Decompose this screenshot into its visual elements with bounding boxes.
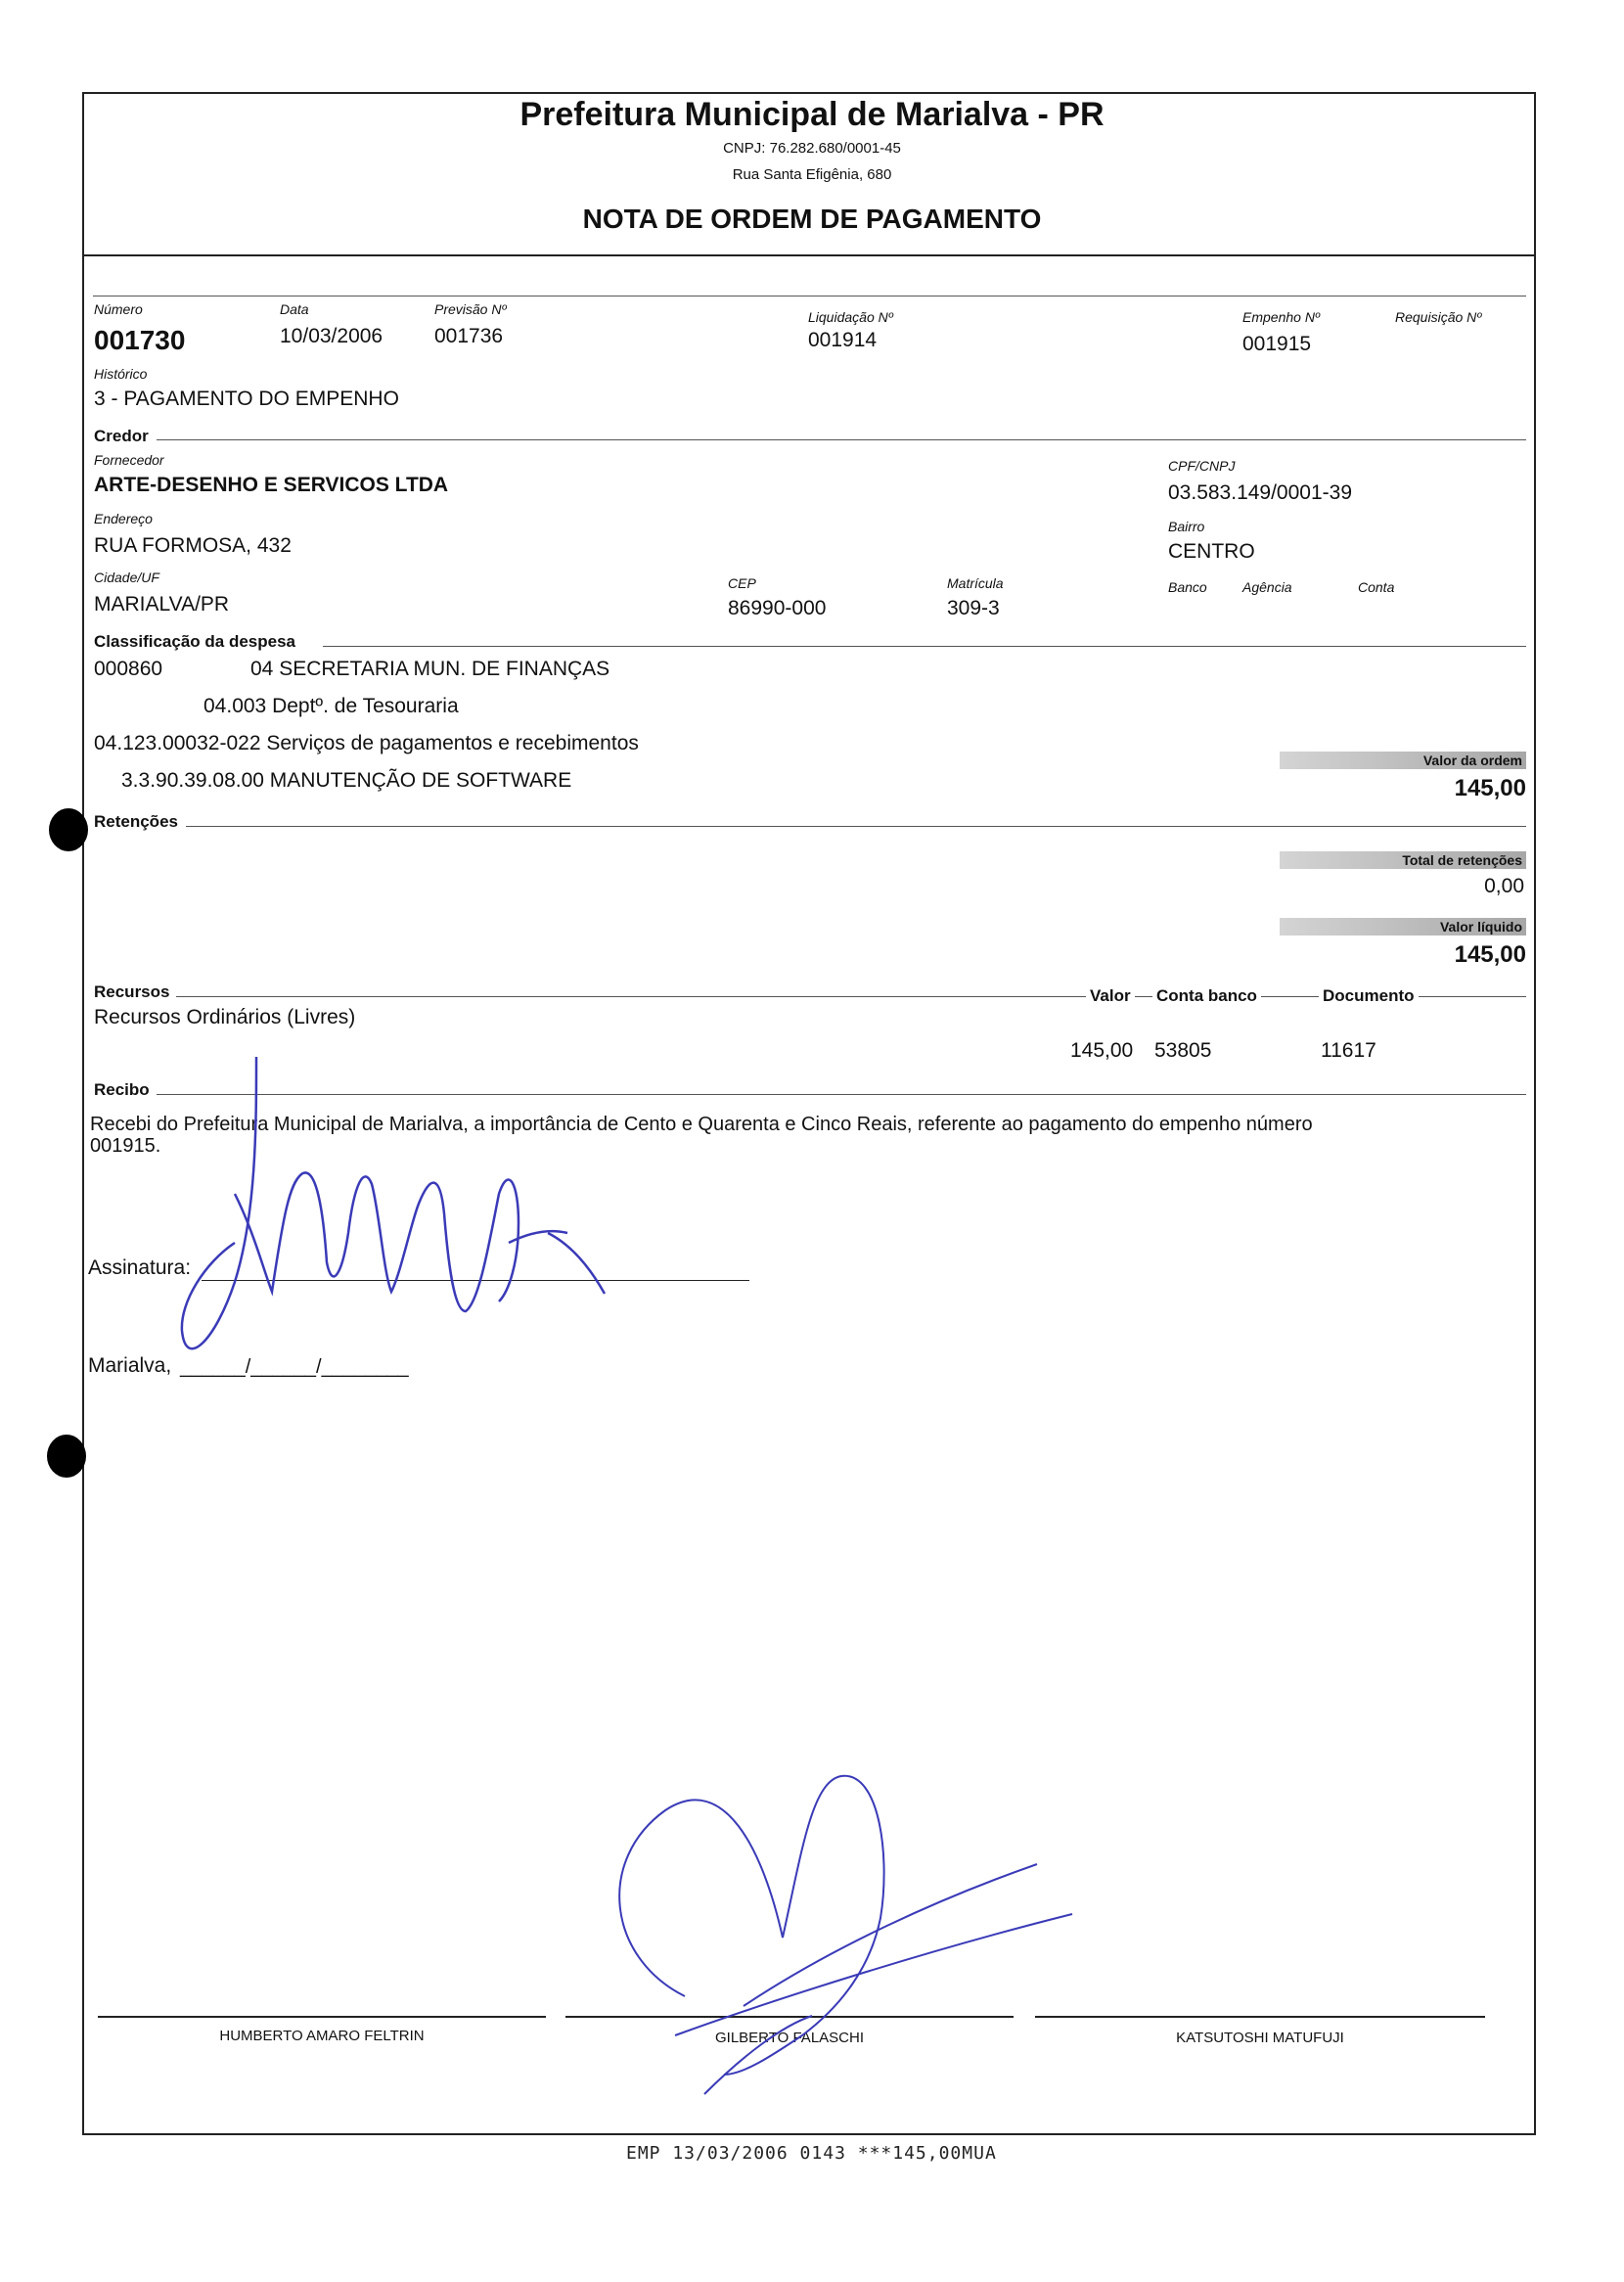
conta-label: Conta [1358,579,1395,595]
document-title: NOTA DE ORDEM DE PAGAMENTO [582,204,1042,234]
signatory-name-3: KATSUTOSHI MATUFUJI [1176,2030,1344,2046]
cpf-label: CPF/CNPJ [1168,458,1236,474]
cnpj-text: CNPJ: 76.282.680/0001-45 [723,140,901,157]
recibo-text-line2: 001915. [90,1135,161,1157]
valor-ordem-label: Valor da ordem [1422,753,1522,768]
signatory-name-1: HUMBERTO AMARO FELTRIN [219,2028,425,2044]
cep-label: CEP [728,575,756,591]
signatory-name-2: GILBERTO FALASCHI [715,2030,864,2046]
numero-value: 001730 [94,325,186,355]
requisicao-label: Requisição Nº [1395,309,1482,325]
recursos-conta-banco-header: Conta banco [1152,986,1261,1006]
previsao-label: Previsão Nº [434,301,507,317]
matricula-value: 309-3 [947,597,1000,619]
empenho-label: Empenho Nº [1242,309,1321,325]
endereco-label: Endereço [94,511,153,526]
classificacao-code: 000860 [94,658,163,680]
data-value: 10/03/2006 [280,325,383,347]
credor-section-title: Credor [94,427,155,446]
assinatura-label: Assinatura: [88,1256,192,1279]
recibo-section-title: Recibo [94,1080,156,1100]
bairro-value: CENTRO [1168,540,1255,563]
recibo-signature-scribble [182,1057,605,1348]
data-label: Data [280,301,309,317]
recursos-documento-header: Documento [1319,986,1419,1006]
previsao-value: 001736 [434,325,504,347]
local-label: Marialva, [88,1354,172,1377]
recursos-valor-header: Valor [1086,986,1135,1006]
empenho-value: 001915 [1242,333,1312,355]
recursos-valor: 145,00 [1070,1039,1134,1062]
numero-label: Número [94,301,143,317]
classificacao-elemento: 3.3.90.39.08.00 MANUTENÇÃO DE SOFTWARE [121,769,572,792]
valor-ordem-value: 145,00 [1454,775,1526,801]
historico-value: 3 - PAGAMENTO DO EMPENHO [94,388,399,410]
address-text: Rua Santa Efigênia, 680 [732,166,892,183]
total-retencoes-label: Total de retenções [1402,852,1522,868]
liquidacao-value: 001914 [808,329,878,351]
municipality-title: Prefeitura Municipal de Marialva - PR [519,96,1105,133]
classificacao-section-title: Classificação da despesa [94,632,301,652]
matricula-label: Matrícula [947,575,1004,591]
recursos-documento: 11617 [1321,1039,1376,1062]
mayor-signature-scribble [619,1776,1072,2094]
bank-authentication-stamp: EMP 13/03/2006 0143 ***145,00MUA [626,2143,997,2164]
cpf-value: 03.583.149/0001-39 [1168,481,1353,504]
date-blank-fields: ______/______/________ [180,1356,409,1378]
recibo-text-line1: Recebi do Prefeitura Municipal de Marialva, a importância de Cento e Quarenta e Cinco Reais, referente ao pagamento do empenho número [90,1114,1313,1135]
classificacao-funcional: 04.123.00032-022 Serviços de pagamentos e recebimentos [94,732,639,754]
cep-value: 86990-000 [728,597,827,619]
endereco-value: RUA FORMOSA, 432 [94,534,292,557]
valor-liquido-value: 145,00 [1454,941,1526,968]
fornecedor-value: ARTE-DESENHO E SERVICOS LTDA [94,474,449,496]
cidade-label: Cidade/UF [94,570,159,585]
recursos-fonte: Recursos Ordinários (Livres) [94,1006,356,1028]
historico-label: Histórico [94,366,148,382]
classificacao-departamento: 04.003 Deptº. de Tesouraria [203,695,459,717]
agencia-label: Agência [1242,579,1292,595]
valor-liquido-label: Valor líquido [1439,919,1522,935]
banco-label: Banco [1168,579,1207,595]
recursos-conta-banco: 53805 [1154,1039,1212,1062]
cidade-value: MARIALVA/PR [94,593,230,616]
recursos-section-title: Recursos [94,982,175,1002]
bairro-label: Bairro [1168,519,1205,534]
retencoes-section-title: Retenções [94,812,184,832]
classificacao-secretaria: 04 SECRETARIA MUN. DE FINANÇAS [250,658,610,680]
total-retencoes-value: 0,00 [1484,875,1524,897]
fornecedor-label: Fornecedor [94,452,164,468]
liquidacao-label: Liquidação Nº [808,309,893,325]
